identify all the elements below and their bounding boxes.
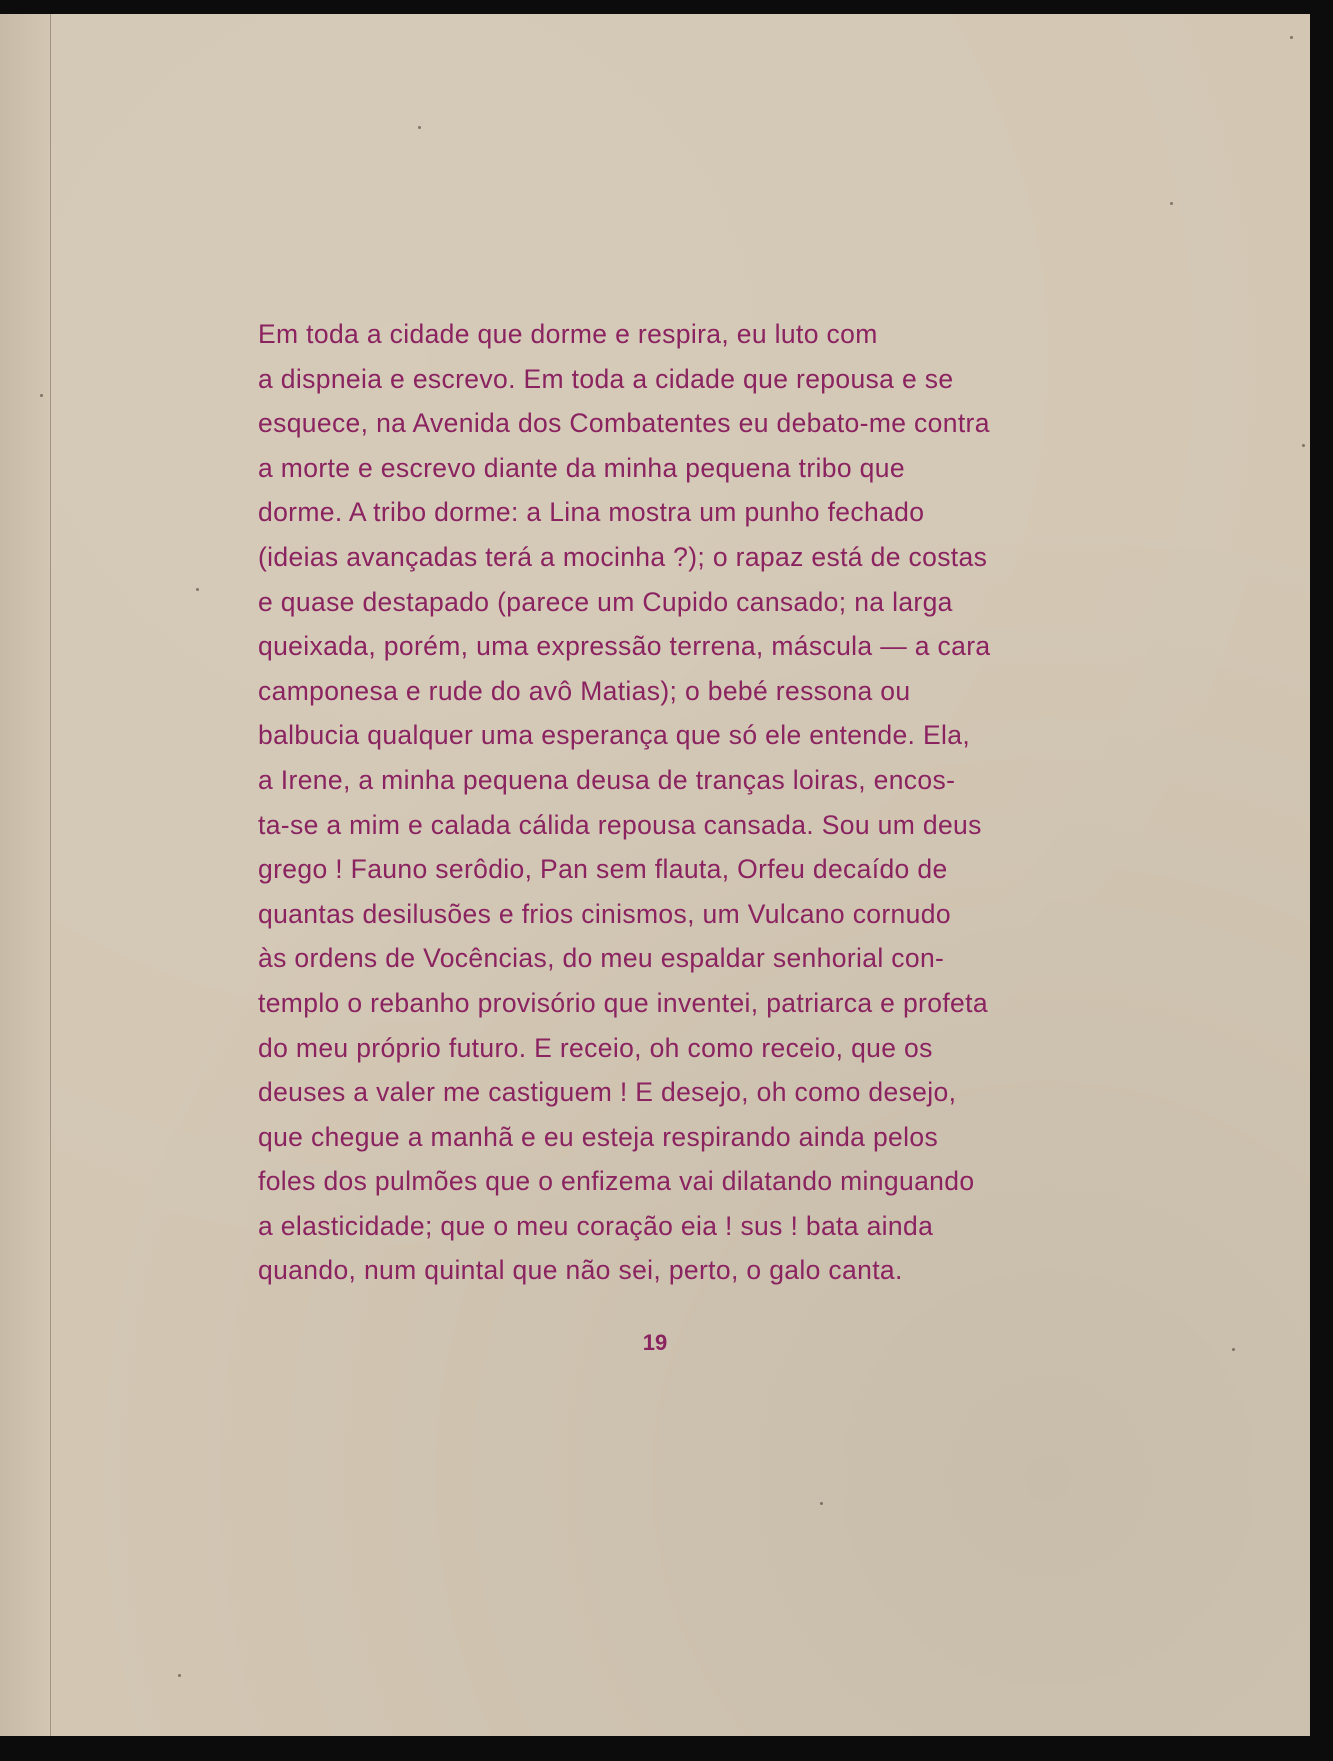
page-fold-edge bbox=[0, 14, 51, 1736]
body-text bbox=[258, 312, 1073, 1293]
text-line: templo o rebanho provisório que inventei, patriarca e profeta bbox=[258, 987, 988, 1018]
text-line: queixada, porém, uma expressão terrena, máscula — a cara bbox=[258, 631, 991, 662]
paper-speck bbox=[820, 1502, 823, 1505]
text-line: que chegue a manhã e eu esteja respirando ainda pelos bbox=[258, 1121, 939, 1152]
text-line: foles dos pulmões que o enfizema vai dilatando minguando bbox=[258, 1166, 975, 1197]
text-line: camponesa e rude do avô Matias); o bebé ressona ou bbox=[258, 675, 911, 706]
text-line: esquece, na Avenida dos Combatentes eu debato-me contra bbox=[258, 408, 990, 439]
paper-speck bbox=[1290, 36, 1293, 39]
paper-speck bbox=[418, 126, 421, 129]
page-number: 19 bbox=[642, 1330, 668, 1355]
text-line: balbucia qualquer uma esperança que só ele entende. Ela, bbox=[258, 720, 971, 751]
text-line: a Irene, a minha pequena deusa de tranças loiras, encos- bbox=[258, 764, 956, 795]
paper-speck bbox=[178, 1674, 181, 1677]
text-line: deuses a valer me castiguem ! E desejo, oh como desejo, bbox=[258, 1077, 957, 1108]
paper-speck bbox=[40, 394, 43, 397]
paper-speck bbox=[196, 588, 199, 591]
text-line: grego ! Fauno serôdio, Pan sem flauta, Orfeu decaído de bbox=[258, 854, 948, 885]
text-line: ta-se a mim e calada cálida repousa cansada. Sou um deus bbox=[258, 809, 982, 840]
text-line: quando, num quintal que não sei, perto, o galo canta. bbox=[258, 1255, 903, 1286]
text-line: Em toda a cidade que dorme e respira, eu luto com bbox=[258, 319, 878, 349]
text-line: do meu próprio futuro. E receio, oh como receio, que os bbox=[258, 1032, 933, 1063]
text-line: a morte e escrevo diante da minha pequena tribo que bbox=[258, 452, 905, 483]
text-line: a dispneia e escrevo. Em toda a cidade que repousa e se bbox=[258, 363, 954, 394]
text-line: a elasticidade; que o meu coração eia ! sus ! bata ainda bbox=[258, 1210, 934, 1241]
book-page bbox=[0, 14, 1310, 1736]
text-line: (ideias avançadas terá a mocinha ?); o rapaz está de costas bbox=[258, 541, 988, 572]
text-line: dorme. A tribo dorme: a Lina mostra um punho fechado bbox=[258, 497, 925, 528]
paper-speck bbox=[1302, 444, 1305, 447]
text-line: às ordens de Vocências, do meu espaldar senhorial con- bbox=[258, 943, 945, 974]
paper-speck bbox=[1170, 202, 1173, 205]
text-line: e quase destapado (parece um Cupido cansado; na larga bbox=[258, 586, 953, 617]
text-line: quantas desilusões e frios cinismos, um Vulcano cornudo bbox=[258, 898, 951, 929]
